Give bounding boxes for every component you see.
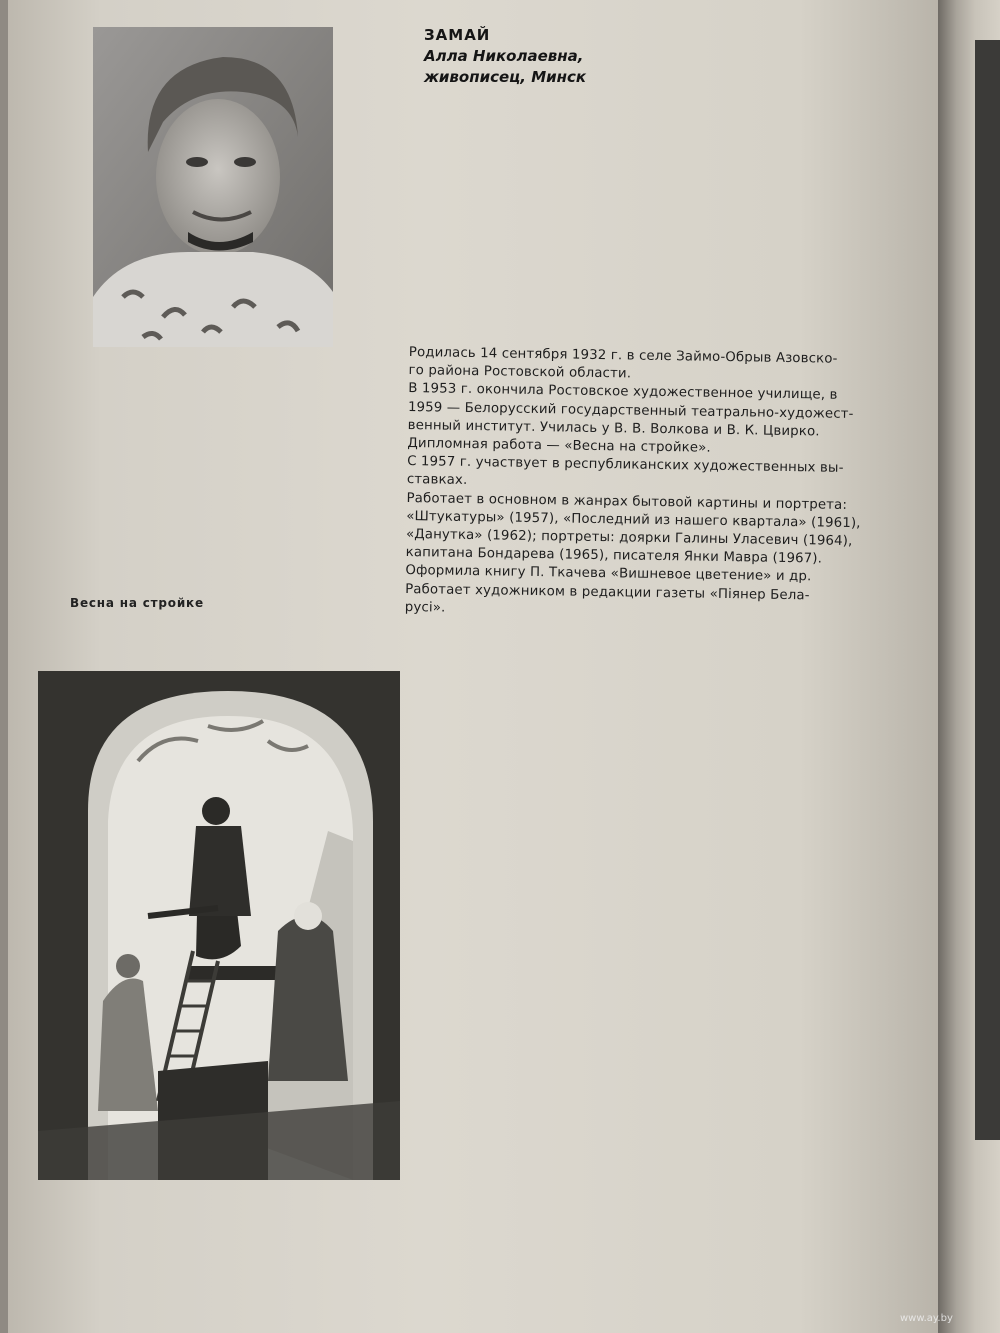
bio-line: Работает в основном в жанрах бытовой картины и портрета: (406, 490, 848, 513)
biography-text (405, 344, 934, 625)
bio-line: русі». (404, 599, 446, 616)
bio-line: «Данутка» (1962); портреты: доярки Галины Уласевич (1964), (405, 527, 853, 550)
bio-line: 1959 — Белорусский государственный театрально-художест- (407, 399, 854, 422)
adjacent-page-photo (975, 40, 1000, 1140)
bio-line: венный институт. Училась у В. В. Волкова и В. К. Цвирко. (407, 417, 820, 440)
bio-line: Дипломная работа — «Весна на стройке». (407, 436, 711, 456)
painting-caption: Весна на стройке (70, 596, 204, 610)
artist-header (424, 25, 824, 88)
artist-surname: ЗАМАЙ (424, 26, 491, 44)
bio-line: Оформила книгу П. Ткачева «Вишневое цветение» и др. (405, 563, 812, 585)
artist-given-name: Алла Николаевна, (424, 47, 584, 65)
bio-line: ставках. (406, 472, 468, 489)
bio-line: В 1953 г. окончила Ростовское художественное училище, в (408, 381, 838, 404)
artist-portrait-photo (93, 27, 333, 347)
bio-line: Работает художником в редакции газеты «Піянер Бела- (405, 581, 810, 603)
painting-reproduction (38, 671, 400, 1180)
bio-line: Родилась 14 сентября 1932 г. в селе Займо-Обрыв Азовско- (408, 344, 838, 367)
bio-line: «Штукатуры» (1957), «Последний из нашего квартала» (1961), (406, 508, 861, 531)
watermark: www.ay.by (900, 1313, 953, 1324)
bio-line: го района Ростовской области. (408, 363, 632, 382)
bio-line: капитана Бондарева (1965), писателя Янки Мавра (1967). (405, 545, 823, 567)
bio-line: С 1957 г. участвует в республиканских художественных вы- (407, 454, 844, 477)
artist-occupation: живописец, Минск (424, 68, 587, 86)
